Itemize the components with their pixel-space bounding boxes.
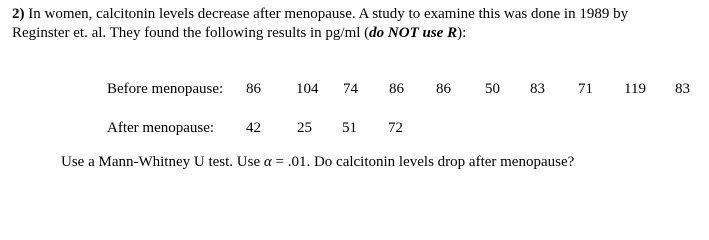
problem-text-end: ): (457, 25, 467, 41)
problem-statement (12, 5, 702, 43)
before-value: 83 (675, 81, 690, 97)
after-value: 25 (297, 120, 312, 136)
before-label: Before menopause: (107, 81, 224, 97)
before-value: 86 (389, 81, 404, 97)
after-value: 51 (342, 120, 357, 136)
before-value: 119 (624, 81, 646, 97)
question-rest: = .01. Do calcitonin levels drop after menopause? (271, 154, 575, 170)
before-value: 104 (296, 81, 319, 97)
question-prefix: Use a Mann-Whitney U test. Use (61, 154, 264, 170)
problem-text-line-1: In women, calcitonin levels decrease after menopause. A study to examine this was done in 1989 by (28, 6, 629, 22)
before-value: 86 (246, 81, 261, 97)
before-value: 83 (530, 81, 545, 97)
problem-line-1 (12, 5, 702, 24)
problem-number: 2) (12, 6, 25, 22)
before-value: 74 (343, 81, 358, 97)
problem-text-line-2: Reginster et. al. They found the following results in pg/ml ( (12, 25, 370, 41)
problem-line-2 (12, 24, 702, 43)
after-value: 42 (246, 120, 261, 136)
alpha-symbol: α (263, 154, 272, 170)
question-text (61, 152, 574, 172)
before-value: 50 (485, 81, 500, 97)
after-value: 72 (388, 120, 403, 136)
after-label: After menopause: (107, 120, 215, 136)
before-value: 71 (578, 81, 593, 97)
problem-emphasis: do NOT use R (369, 25, 458, 41)
before-value: 86 (436, 81, 451, 97)
